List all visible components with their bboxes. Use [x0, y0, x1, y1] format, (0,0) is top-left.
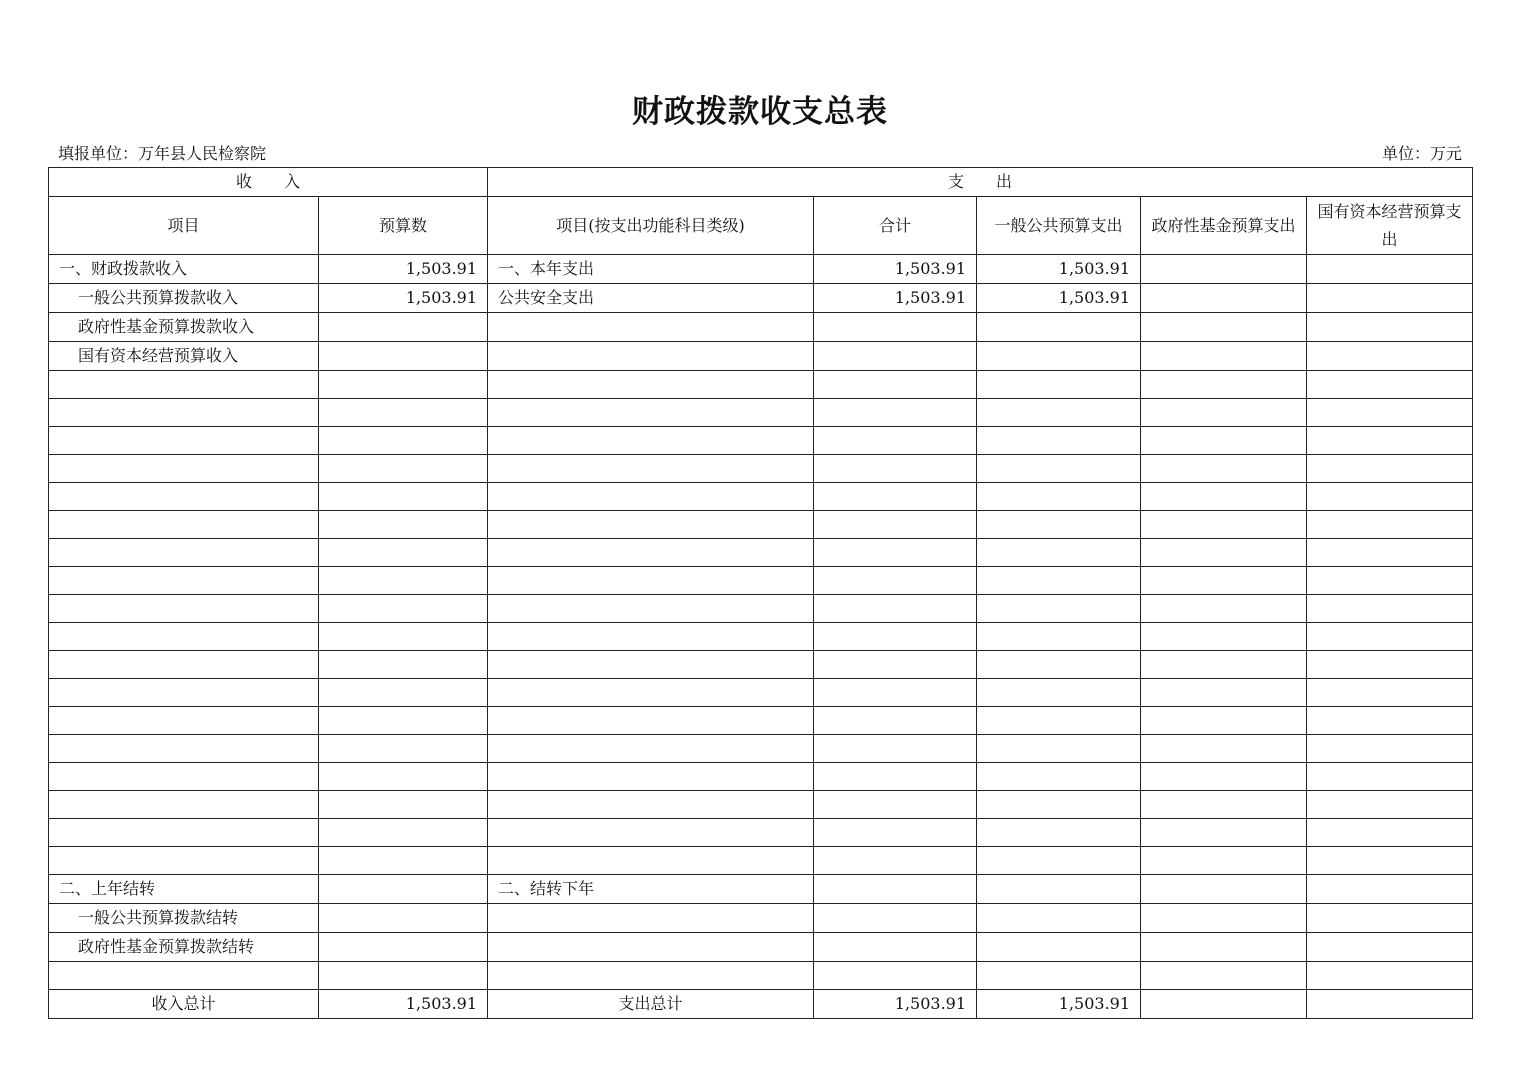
cell-expense-item: 公共安全支出 [488, 284, 814, 313]
cell-expense-total [814, 455, 977, 483]
cell-expense-general: 1,503.91 [977, 284, 1141, 313]
cell-expense-total [814, 595, 977, 623]
cell-expense-fund [1141, 904, 1307, 933]
cell-expense-state [1307, 651, 1473, 679]
cell-expense-item [488, 595, 814, 623]
cell-expense-total [814, 875, 977, 904]
cell-expense-fund [1141, 455, 1307, 483]
table-row [49, 791, 1473, 819]
cell-income-budget [319, 511, 488, 539]
cell-expense-fund [1141, 595, 1307, 623]
col-header-general-budget: 一般公共预算支出 [977, 197, 1141, 255]
cell-expense-item [488, 962, 814, 990]
income-total-label: 收入总计 [49, 990, 319, 1019]
cell-expense-state [1307, 707, 1473, 735]
cell-income-item: 一、财政拨款收入 [49, 255, 319, 284]
cell-income-item [49, 567, 319, 595]
cell-income-budget [319, 875, 488, 904]
cell-expense-general [977, 651, 1141, 679]
cell-income-budget [319, 707, 488, 735]
cell-income-budget [319, 371, 488, 399]
cell-income-budget [319, 399, 488, 427]
table-row [49, 904, 1473, 933]
cell-expense-general [977, 707, 1141, 735]
cell-expense-fund [1141, 707, 1307, 735]
fiscal-summary-table [48, 167, 1473, 1019]
cell-expense-general [977, 313, 1141, 342]
cell-expense-total [814, 427, 977, 455]
table-row [49, 255, 1473, 284]
col-header-income-item: 项目 [49, 197, 319, 255]
cell-expense-item [488, 651, 814, 679]
cell-income-item: 一般公共预算拨款收入 [49, 284, 319, 313]
col-header-expense-item: 项目(按支出功能科目类级) [488, 197, 814, 255]
cell-expense-item [488, 483, 814, 511]
cell-expense-state [1307, 791, 1473, 819]
cell-expense-total [814, 567, 977, 595]
col-header-budget: 预算数 [319, 197, 488, 255]
cell-expense-item [488, 735, 814, 763]
table-row [49, 847, 1473, 875]
cell-expense-item [488, 567, 814, 595]
cell-expense-total [814, 623, 977, 651]
cell-income-item: 一般公共预算拨款结转 [49, 904, 319, 933]
cell-expense-item [488, 623, 814, 651]
cell-expense-item: 二、结转下年 [488, 875, 814, 904]
cell-expense-general [977, 847, 1141, 875]
table-row [49, 707, 1473, 735]
cell-expense-general [977, 875, 1141, 904]
cell-expense-state [1307, 483, 1473, 511]
cell-expense-general [977, 483, 1141, 511]
cell-income-item [49, 455, 319, 483]
cell-income-budget [319, 847, 488, 875]
cell-expense-fund [1141, 651, 1307, 679]
income-section-header: 收 入 [49, 168, 488, 197]
cell-expense-general [977, 735, 1141, 763]
cell-expense-fund [1141, 483, 1307, 511]
cell-income-budget [319, 595, 488, 623]
cell-expense-general [977, 399, 1141, 427]
table-body [49, 255, 1473, 990]
cell-expense-total [814, 651, 977, 679]
cell-expense-item [488, 371, 814, 399]
table-row [49, 371, 1473, 399]
cell-expense-state [1307, 313, 1473, 342]
table-row [49, 483, 1473, 511]
cell-expense-fund [1141, 962, 1307, 990]
cell-income-budget: 1,503.91 [319, 284, 488, 313]
cell-expense-total [814, 962, 977, 990]
cell-income-budget [319, 455, 488, 483]
cell-income-budget [319, 651, 488, 679]
cell-expense-fund [1141, 371, 1307, 399]
cell-expense-fund [1141, 399, 1307, 427]
cell-expense-item [488, 679, 814, 707]
cell-expense-total [814, 511, 977, 539]
cell-income-budget [319, 791, 488, 819]
cell-expense-fund [1141, 933, 1307, 962]
cell-expense-total [814, 847, 977, 875]
cell-expense-total [814, 735, 977, 763]
cell-expense-item [488, 342, 814, 371]
cell-income-budget [319, 623, 488, 651]
cell-income-item [49, 399, 319, 427]
table-row [49, 539, 1473, 567]
cell-income-item [49, 735, 319, 763]
cell-expense-fund [1141, 511, 1307, 539]
cell-expense-fund [1141, 342, 1307, 371]
table-row [49, 735, 1473, 763]
cell-expense-state [1307, 371, 1473, 399]
reporting-unit: 填报单位：万年县人民检察院 [58, 144, 267, 163]
cell-expense-state [1307, 511, 1473, 539]
cell-expense-state [1307, 455, 1473, 483]
table-row [49, 651, 1473, 679]
table-row [49, 933, 1473, 962]
cell-expense-item [488, 313, 814, 342]
cell-expense-state [1307, 567, 1473, 595]
table-row [49, 595, 1473, 623]
cell-expense-fund [1141, 819, 1307, 847]
cell-income-budget [319, 539, 488, 567]
cell-income-budget [319, 904, 488, 933]
cell-expense-state [1307, 399, 1473, 427]
cell-expense-fund [1141, 679, 1307, 707]
cell-income-item [49, 847, 319, 875]
cell-income-item [49, 539, 319, 567]
cell-income-item [49, 427, 319, 455]
table-row [49, 284, 1473, 313]
cell-expense-total [814, 819, 977, 847]
cell-income-item [49, 483, 319, 511]
income-total-value: 1,503.91 [319, 990, 488, 1019]
col-header-total: 合计 [814, 197, 977, 255]
table-row [49, 763, 1473, 791]
cell-expense-item [488, 539, 814, 567]
cell-expense-item [488, 427, 814, 455]
cell-expense-state [1307, 255, 1473, 284]
cell-expense-item [488, 819, 814, 847]
currency-unit: 单位：万元 [1381, 144, 1462, 163]
table-row [49, 623, 1473, 651]
cell-income-item: 政府性基金预算拨款收入 [49, 313, 319, 342]
cell-expense-total [814, 904, 977, 933]
cell-income-budget [319, 933, 488, 962]
cell-expense-total: 1,503.91 [814, 284, 977, 313]
expense-total-fund [1141, 990, 1307, 1019]
cell-expense-general [977, 455, 1141, 483]
cell-expense-fund [1141, 735, 1307, 763]
cell-expense-item [488, 707, 814, 735]
cell-expense-item [488, 933, 814, 962]
cell-income-budget [319, 735, 488, 763]
table-row [49, 567, 1473, 595]
expense-total-value: 1,503.91 [814, 990, 977, 1019]
cell-expense-fund [1141, 313, 1307, 342]
col-header-state-capital: 国有资本经营预算支出 [1307, 197, 1473, 255]
cell-income-item [49, 679, 319, 707]
cell-income-item [49, 962, 319, 990]
cell-expense-fund [1141, 539, 1307, 567]
cell-expense-state [1307, 735, 1473, 763]
cell-expense-fund [1141, 623, 1307, 651]
cell-income-item [49, 763, 319, 791]
cell-expense-general [977, 511, 1141, 539]
total-row [49, 990, 1473, 1019]
cell-expense-state [1307, 933, 1473, 962]
cell-income-item [49, 791, 319, 819]
cell-expense-general [977, 342, 1141, 371]
cell-income-budget [319, 313, 488, 342]
cell-expense-fund [1141, 255, 1307, 284]
cell-income-item [49, 371, 319, 399]
cell-income-item: 国有资本经营预算收入 [49, 342, 319, 371]
col-header-fund-budget: 政府性基金预算支出 [1141, 197, 1307, 255]
cell-expense-state [1307, 623, 1473, 651]
cell-income-budget [319, 679, 488, 707]
cell-expense-fund [1141, 847, 1307, 875]
cell-expense-total [814, 371, 977, 399]
table-row [49, 819, 1473, 847]
cell-expense-total [814, 483, 977, 511]
table-row [49, 875, 1473, 904]
cell-expense-general [977, 567, 1141, 595]
cell-expense-fund [1141, 427, 1307, 455]
cell-expense-total [814, 707, 977, 735]
table-row [49, 511, 1473, 539]
cell-expense-item [488, 904, 814, 933]
table-row [49, 455, 1473, 483]
cell-expense-state [1307, 875, 1473, 904]
cell-expense-general [977, 679, 1141, 707]
cell-expense-fund [1141, 284, 1307, 313]
cell-expense-total [814, 313, 977, 342]
cell-expense-item [488, 399, 814, 427]
cell-expense-state [1307, 847, 1473, 875]
cell-expense-total [814, 763, 977, 791]
expense-total-state [1307, 990, 1473, 1019]
cell-income-budget [319, 962, 488, 990]
cell-expense-general [977, 791, 1141, 819]
table-row [49, 399, 1473, 427]
cell-expense-general: 1,503.91 [977, 255, 1141, 284]
cell-expense-total [814, 399, 977, 427]
cell-expense-total: 1,503.91 [814, 255, 977, 284]
cell-expense-general [977, 904, 1141, 933]
cell-expense-item [488, 847, 814, 875]
cell-income-item: 二、上年结转 [49, 875, 319, 904]
cell-expense-general [977, 427, 1141, 455]
cell-income-budget [319, 427, 488, 455]
cell-expense-state [1307, 595, 1473, 623]
cell-income-budget [319, 342, 488, 371]
cell-income-item [49, 623, 319, 651]
cell-income-item [49, 819, 319, 847]
cell-expense-general [977, 763, 1141, 791]
cell-expense-total [814, 539, 977, 567]
cell-expense-item: 一、本年支出 [488, 255, 814, 284]
cell-expense-state [1307, 819, 1473, 847]
cell-expense-general [977, 595, 1141, 623]
cell-income-budget [319, 483, 488, 511]
cell-expense-state [1307, 904, 1473, 933]
cell-income-item [49, 707, 319, 735]
table-row [49, 427, 1473, 455]
cell-expense-general [977, 933, 1141, 962]
cell-income-item [49, 595, 319, 623]
cell-expense-total [814, 933, 977, 962]
cell-expense-general [977, 962, 1141, 990]
cell-expense-fund [1141, 791, 1307, 819]
cell-income-budget [319, 819, 488, 847]
expense-section-header: 支 出 [488, 168, 1473, 197]
cell-expense-fund [1141, 567, 1307, 595]
expense-total-general: 1,503.91 [977, 990, 1141, 1019]
table-row [49, 342, 1473, 371]
cell-expense-general [977, 623, 1141, 651]
cell-expense-state [1307, 962, 1473, 990]
cell-income-item: 政府性基金预算拨款结转 [49, 933, 319, 962]
cell-expense-state [1307, 342, 1473, 371]
cell-expense-general [977, 371, 1141, 399]
cell-expense-fund [1141, 875, 1307, 904]
cell-expense-fund [1141, 763, 1307, 791]
cell-expense-general [977, 819, 1141, 847]
cell-expense-total [814, 791, 977, 819]
table-row [49, 962, 1473, 990]
cell-income-item [49, 651, 319, 679]
cell-expense-item [488, 455, 814, 483]
cell-income-budget [319, 567, 488, 595]
cell-expense-state [1307, 427, 1473, 455]
cell-expense-state [1307, 679, 1473, 707]
cell-expense-item [488, 763, 814, 791]
expense-total-label: 支出总计 [488, 990, 814, 1019]
cell-expense-item [488, 511, 814, 539]
cell-expense-general [977, 539, 1141, 567]
cell-expense-state [1307, 284, 1473, 313]
cell-expense-state [1307, 763, 1473, 791]
table-row [49, 313, 1473, 342]
cell-income-budget: 1,503.91 [319, 255, 488, 284]
cell-expense-item [488, 791, 814, 819]
page-title: 财政拨款收支总表 [632, 94, 888, 130]
cell-income-item [49, 511, 319, 539]
cell-income-budget [319, 763, 488, 791]
cell-expense-state [1307, 539, 1473, 567]
table-row [49, 679, 1473, 707]
cell-expense-total [814, 342, 977, 371]
cell-expense-total [814, 679, 977, 707]
